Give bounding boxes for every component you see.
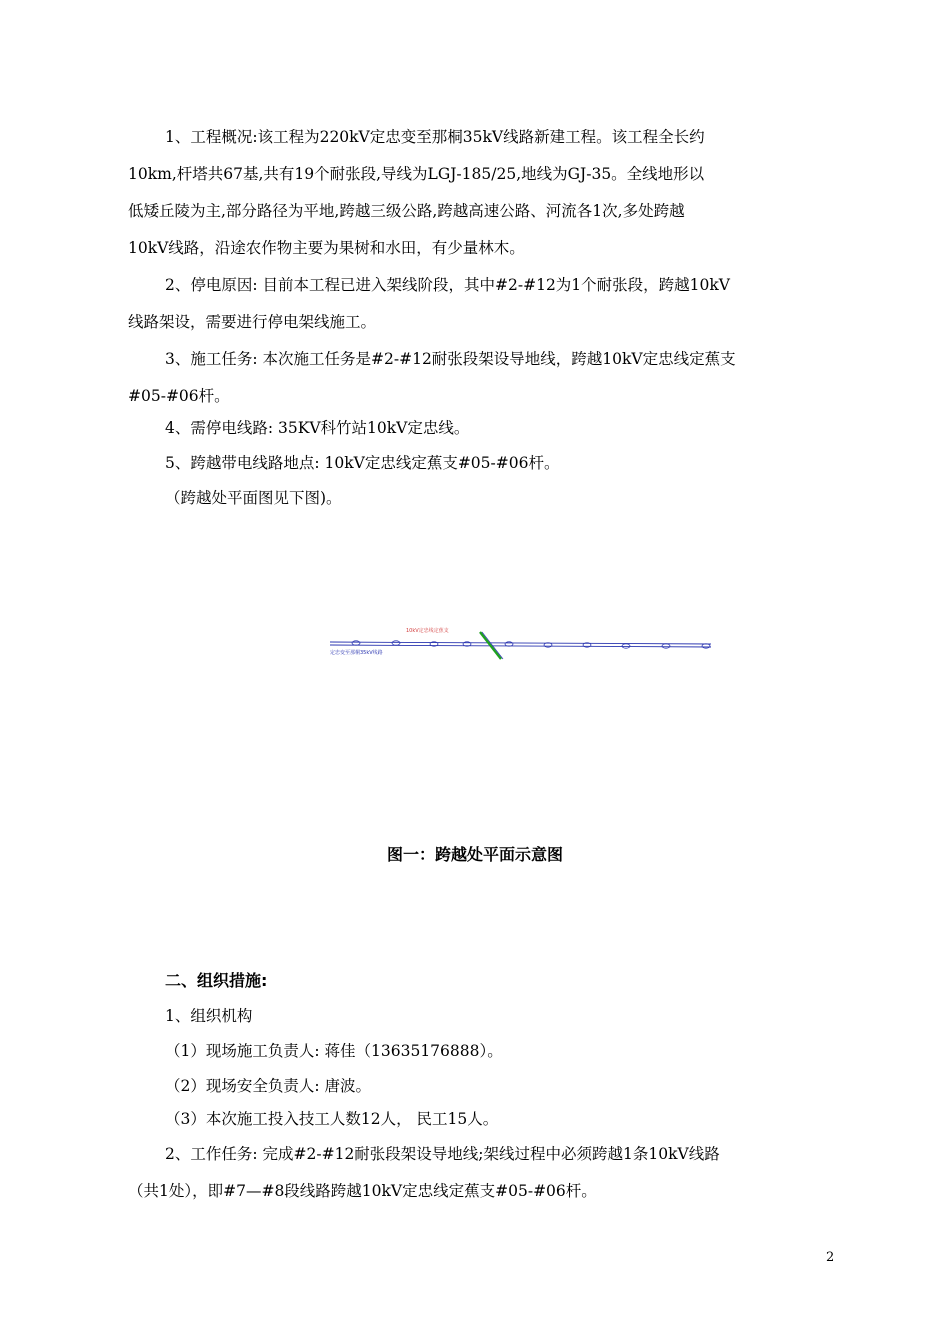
figure-caption: 图一：跨越处平面示意图: [386, 845, 563, 864]
para-1-line-2: 10km,杆塔共67基,共有19个耐张段,导线为LGJ-185/25,地线为GJ-35。全线地形以: [128, 165, 705, 183]
crossing-plan-diagram: [326, 624, 716, 664]
page-number: 2: [826, 1250, 835, 1265]
tower-symbol: [352, 641, 360, 645]
sub-item-3: （3）本次施工投入技工人数12人， 民工15人。: [165, 1110, 499, 1128]
tower-symbol: [702, 644, 710, 648]
para-1-line-1: 1、工程概况:该工程为220kV定忠变至那桐35kV线路新建工程。该工程全长约: [165, 128, 705, 146]
para-1-line-4: 10kV线路，沿途农作物主要为果树和水田，有少量林木。: [128, 239, 525, 257]
item-2-line-2: （共1处），即#7—#8段线路跨越10kV定忠线定蕉支#05-#06杆。: [128, 1182, 597, 1200]
para-1-line-3: 低矮丘陵为主,部分路径为平地,跨越三级公路,跨越高速公路、河流各1次,多处跨越: [128, 202, 685, 220]
para-5: 5、跨越带电线路地点: 10kV定忠线定蕉支#05-#06杆。: [165, 454, 560, 472]
tower-symbol: [662, 644, 670, 648]
line-lower: [330, 645, 711, 647]
tower-symbol: [622, 644, 630, 648]
para-3-line-2: #05-#06杆。: [128, 387, 230, 405]
tower-symbol: [392, 641, 400, 645]
para-2-line-1: 2、停电原因: 目前本工程已进入架线阶段，其中#2-#12为1个耐张段，跨越10kV: [165, 276, 730, 294]
para-2-line-2: 线路架设，需要进行停电架线施工。: [128, 313, 377, 331]
sub-item-2: （2）现场安全负责人: 唐波。: [165, 1077, 372, 1095]
section-heading: 二、组织措施:: [165, 971, 268, 990]
para-3-line-1: 3、施工任务: 本次施工任务是#2-#12耐张段架设导地线，跨越10kV定忠线定蕉支: [165, 350, 736, 368]
line-label: 定忠变至那桐35kV线路: [330, 650, 383, 656]
item-1: 1、组织机构: [165, 1007, 253, 1025]
para-4: 4、需停电线路: 35KV科竹站10kV定忠线。: [165, 419, 470, 437]
line-upper: [330, 642, 711, 644]
para-6: （跨越处平面图见下图)。: [165, 489, 342, 507]
crossing-label: 10kV定忠线定蕉支: [406, 628, 449, 634]
item-2-line-1: 2、工作任务: 完成#2-#12耐张段架设导地线;架线过程中必须跨越1条10kV线路: [165, 1145, 720, 1163]
sub-item-1: （1）现场施工负责人: 蒋佳（13635176888）。: [165, 1042, 503, 1060]
